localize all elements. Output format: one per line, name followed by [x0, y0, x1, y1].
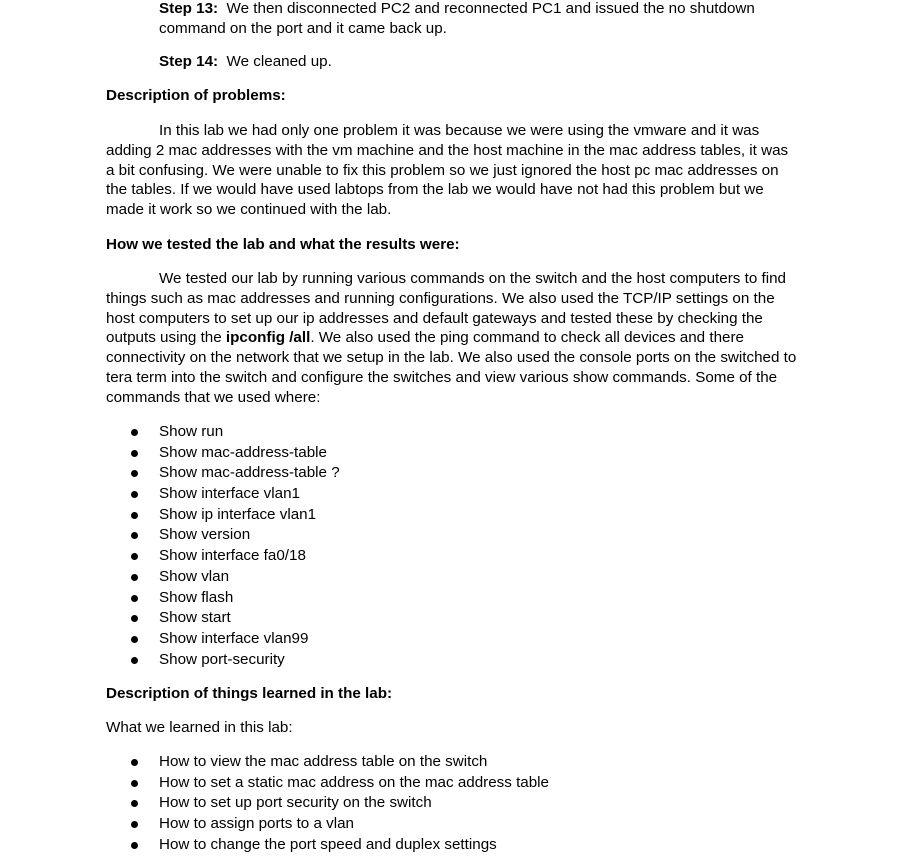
learned-list	[0, 752, 549, 855]
command-text: Show version	[159, 526, 251, 544]
ipconfig-command: ipconfig /all	[225, 329, 311, 347]
list-item	[0, 773, 549, 794]
list-item	[0, 422, 340, 443]
bullet-icon	[131, 429, 138, 436]
learned-item-text: How to set up port security on the switch	[159, 794, 432, 812]
bullet-icon	[131, 470, 138, 477]
list-item	[0, 793, 549, 814]
problems-heading: Description of problems:	[106, 87, 286, 104]
commands-list	[0, 422, 340, 670]
bullet-icon	[131, 842, 138, 849]
step-14	[159, 52, 799, 72]
bullet-icon	[131, 450, 138, 457]
bullet-icon	[131, 615, 138, 622]
problems-paragraph: In this lab we had only one problem it was because we were using the vmware and it was adding 2 mac addresses with the vm machine and the host machine in the mac address tables, it was a bit confusing. We were unable to fix this problem so we just ignored the host pc mac addresses on the tables. If we would have used labtops from the lab we would have not had this problem but we made it work so we continued with the lab.	[106, 122, 789, 219]
bullet-icon	[131, 553, 138, 560]
command-text: Show run	[159, 423, 224, 440]
testing-paragraph	[106, 269, 798, 408]
learned-item-text: How to view the mac address table on the switch	[159, 753, 488, 770]
bullet-icon	[131, 821, 138, 828]
list-item	[0, 752, 549, 773]
command-text: Show interface fa0/18	[159, 547, 306, 565]
list-item	[0, 608, 340, 629]
learned-item-text: How to set a static mac address on the mac address table	[159, 773, 550, 791]
command-text: Show mac-address-table	[159, 443, 327, 461]
command-text: Show flash	[159, 588, 234, 606]
list-item	[0, 567, 340, 588]
list-item	[0, 463, 340, 484]
step-13	[159, 0, 799, 39]
bullet-icon	[131, 800, 138, 807]
command-text: Show port-security	[159, 650, 285, 668]
command-text: Show interface vlan1	[159, 485, 300, 503]
list-item	[0, 588, 340, 609]
command-text: Show ip interface vlan1	[159, 505, 317, 523]
command-text: Show mac-address-table ?	[159, 464, 340, 482]
list-item	[0, 443, 340, 464]
list-item	[0, 546, 340, 567]
bullet-icon	[131, 532, 138, 539]
step-13-label: Step 13:	[159, 0, 219, 17]
command-text: Show start	[159, 609, 231, 627]
list-item	[0, 814, 549, 835]
bullet-icon	[131, 780, 138, 787]
learned-item-text: How to change the port speed and duplex settings	[159, 835, 497, 853]
bullet-icon	[131, 574, 138, 581]
list-item	[0, 484, 340, 505]
list-item	[0, 650, 340, 671]
step-14-text: We cleaned up.	[226, 53, 332, 70]
testing-heading: How we tested the lab and what the results were:	[106, 236, 460, 253]
list-item	[0, 525, 340, 546]
testing-paragraph-before: We tested our lab by running various commands on the switch and the host computers to find things such as mac addresses and running configurations. We also used the TCP/IP settings on the host computers to set up our ip addresses and default gateways and tested these by checking the outputs using the	[106, 270, 786, 347]
step-14-label: Step 14:	[159, 53, 219, 70]
bullet-icon	[131, 657, 138, 664]
bullet-icon	[131, 759, 138, 766]
list-item	[0, 835, 549, 856]
learned-item-text: How to assign ports to a vlan	[159, 815, 355, 833]
bullet-icon	[131, 512, 138, 519]
bullet-icon	[131, 595, 138, 602]
command-text: Show vlan	[159, 567, 230, 585]
learned-intro: What we learned in this lab:	[106, 719, 293, 736]
learned-heading: Description of things learned in the lab:	[106, 685, 393, 702]
testing-paragraph-after: . We also used the ping command to check all devices and there connectivity on the network that we setup in the lab. We also used the console ports on the switched to tera term into the switch and configure the switches and view various show commands. Some of the commands that we used where:	[106, 329, 797, 406]
list-item	[0, 505, 340, 526]
step-13-text: We then disconnected PC2 and reconnected PC1 and issued the no shutdown command on the port and it came back up.	[159, 0, 755, 37]
bullet-icon	[131, 491, 138, 498]
list-item	[0, 629, 340, 650]
command-text: Show interface vlan99	[159, 629, 309, 647]
bullet-icon	[131, 636, 138, 643]
